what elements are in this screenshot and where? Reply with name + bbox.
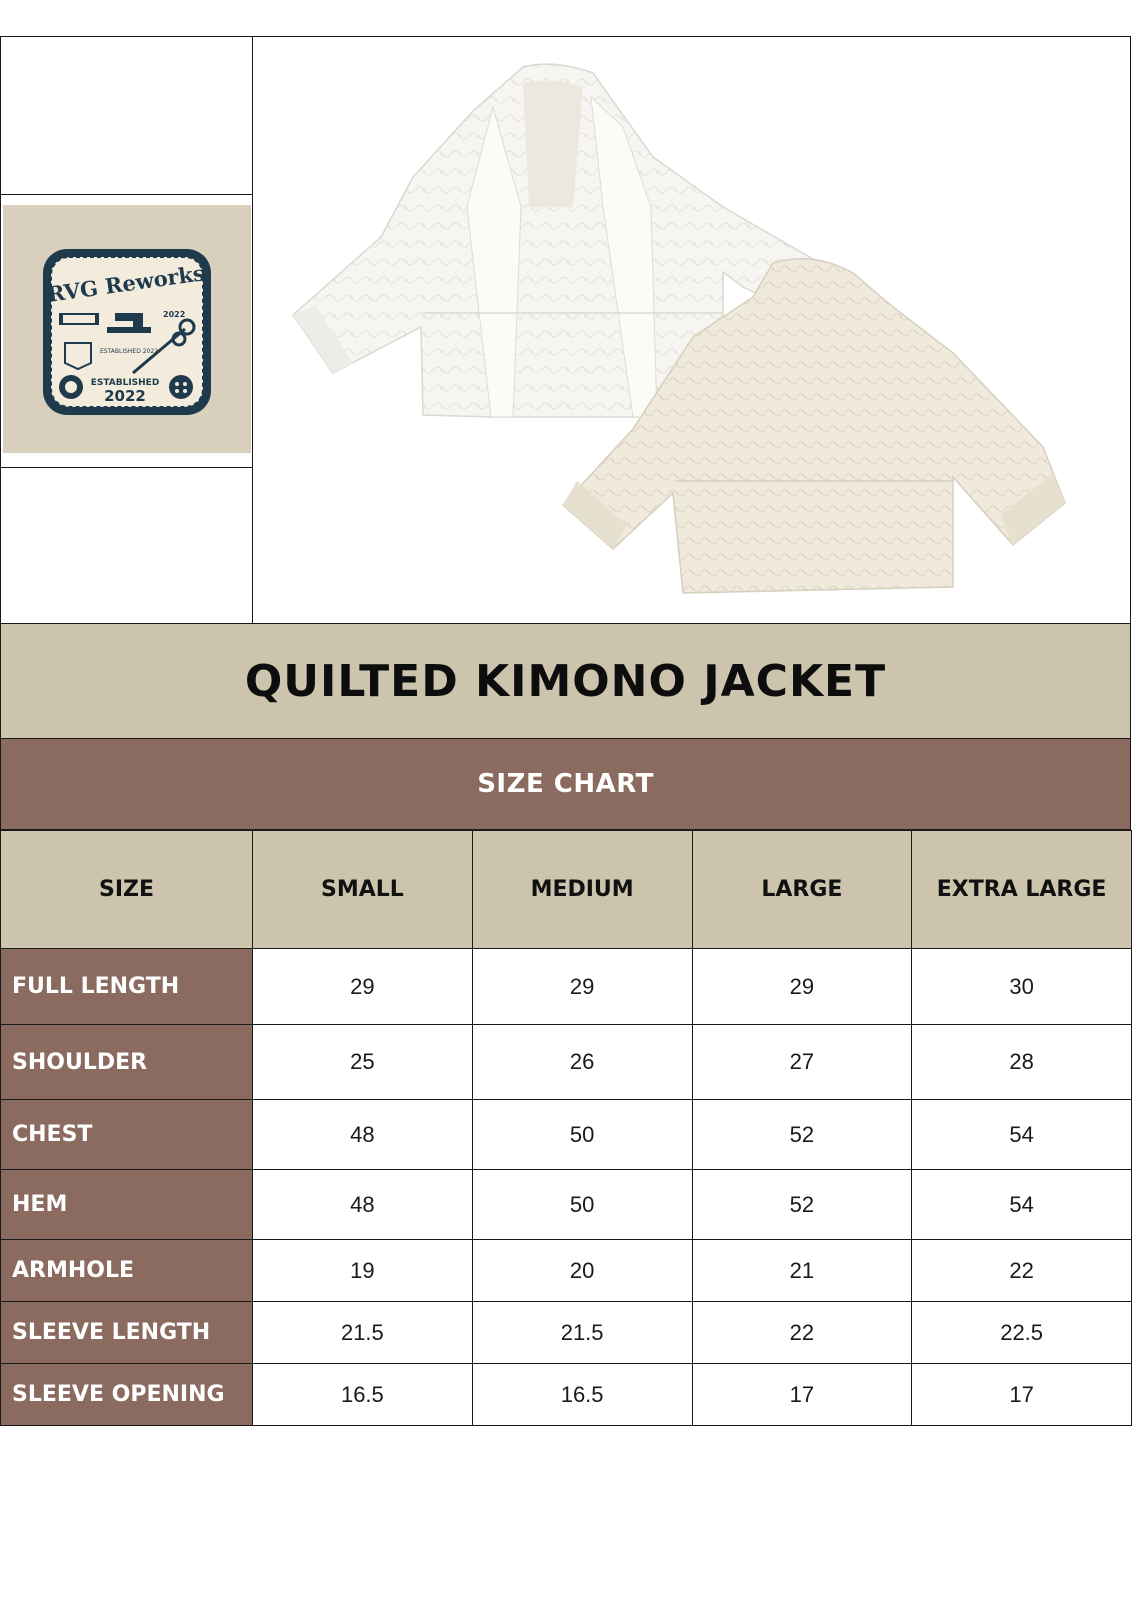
brand-name: RVG Reworks	[45, 260, 207, 307]
table-cell: 50	[472, 1100, 692, 1170]
table-cell: 22	[912, 1240, 1132, 1302]
table-cell: 17	[692, 1364, 912, 1426]
table-cell: 16.5	[253, 1364, 473, 1426]
table-cell: 52	[692, 1170, 912, 1240]
product-photo	[253, 37, 1130, 623]
table-cell: 21.5	[472, 1302, 692, 1364]
table-row	[1, 1302, 1132, 1364]
table-cell: 54	[912, 1170, 1132, 1240]
table-cell: 54	[912, 1100, 1132, 1170]
row-label: ARMHOLE	[1, 1240, 253, 1302]
table-cell: 48	[253, 1170, 473, 1240]
size-chart-sheet	[0, 36, 1131, 1426]
table-row	[1, 1100, 1132, 1170]
logo-established: ESTABLISHED	[90, 378, 160, 388]
row-label: SLEEVE OPENING	[1, 1364, 253, 1426]
table-cell: 17	[912, 1364, 1132, 1426]
header-extra-large: EXTRA LARGE	[912, 831, 1132, 949]
size-table	[0, 830, 1132, 1426]
product-image-block	[0, 36, 1131, 624]
title-band	[0, 624, 1131, 739]
brand-column	[1, 37, 253, 623]
table-row	[1, 949, 1132, 1025]
logo-year-small: 2022	[163, 310, 186, 319]
table-cell: 27	[692, 1025, 912, 1100]
table-cell: 48	[253, 1100, 473, 1170]
logo-year: 2022	[104, 387, 146, 405]
table-cell: 16.5	[472, 1364, 692, 1426]
table-cell: 29	[692, 949, 912, 1025]
header-size: SIZE	[1, 831, 253, 949]
row-label: FULL LENGTH	[1, 949, 253, 1025]
table-cell: 21.5	[253, 1302, 473, 1364]
table-cell: 29	[472, 949, 692, 1025]
table-cell: 20	[472, 1240, 692, 1302]
empty-cell-bottom	[1, 468, 252, 623]
table-cell: 28	[912, 1025, 1132, 1100]
table-row	[1, 1025, 1132, 1100]
table-cell: 25	[253, 1025, 473, 1100]
table-cell: 29	[253, 949, 473, 1025]
table-cell: 26	[472, 1025, 692, 1100]
row-label: SLEEVE LENGTH	[1, 1302, 253, 1364]
header-large: LARGE	[692, 831, 912, 949]
header-row	[1, 831, 1132, 949]
empty-cell-top	[1, 37, 252, 195]
table-cell: 19	[253, 1240, 473, 1302]
table-cell: 22	[692, 1302, 912, 1364]
logo-cell	[1, 195, 252, 468]
header-small: SMALL	[253, 831, 473, 949]
table-row	[1, 1170, 1132, 1240]
table-row	[1, 1240, 1132, 1302]
size-chart-heading: SIZE CHART	[477, 769, 654, 799]
brand-logo	[3, 205, 251, 453]
table-cell: 21	[692, 1240, 912, 1302]
logo-established-small: ESTABLISHED 2022	[99, 348, 159, 355]
row-label: CHEST	[1, 1100, 253, 1170]
header-medium: MEDIUM	[472, 831, 692, 949]
subtitle-band	[0, 739, 1131, 830]
table-cell: 50	[472, 1170, 692, 1240]
row-label: SHOULDER	[1, 1025, 253, 1100]
product-title: QUILTED KIMONO JACKET	[244, 655, 887, 707]
table-cell: 52	[692, 1100, 912, 1170]
row-label: HEM	[1, 1170, 253, 1240]
table-cell: 30	[912, 949, 1132, 1025]
table-row	[1, 1364, 1132, 1426]
table-cell: 22.5	[912, 1302, 1132, 1364]
